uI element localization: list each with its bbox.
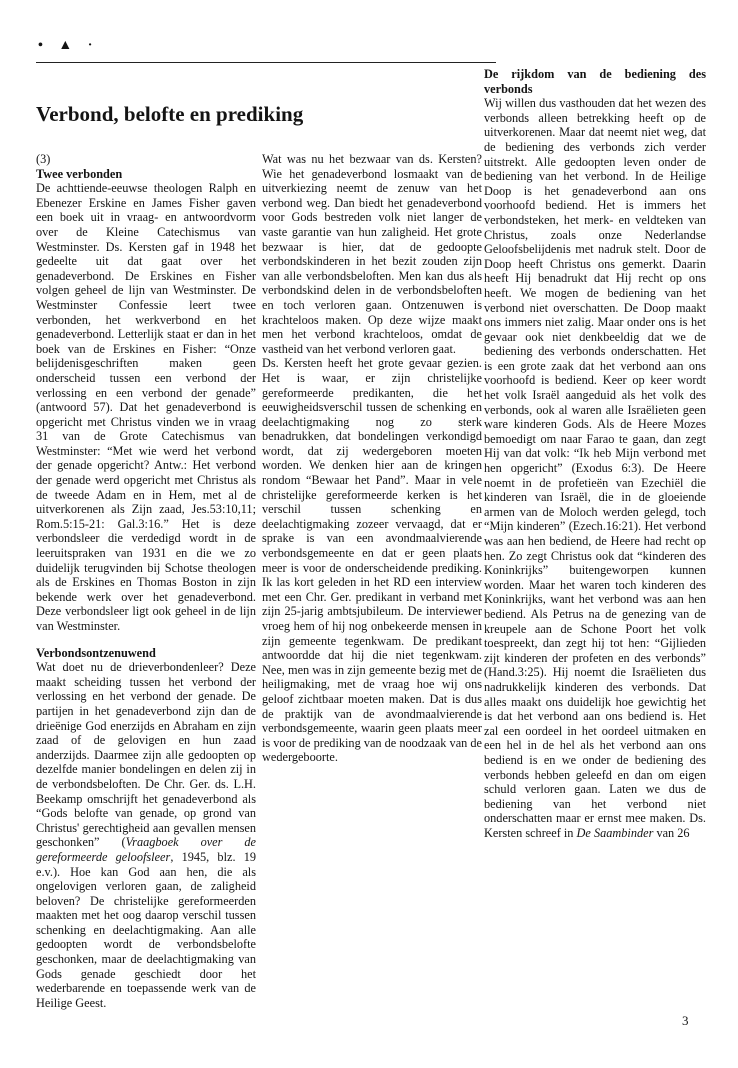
body-text: Wij willen dus vasthouden dat het wezen des verbonds alleen betrekking heeft op de uitverkorenen. Maar dat neemt niet weg, dat de bediening des verbonds zich verder uitstrekt. Alle gedoopten leven onder de bediening van het verbond. In de Heilige Doop is het genadeverbond aan ons voorhoofd bediend. Het is immers het verbondsteken, het merk- en veldteken van Christus, zoals onze Nederlandse Geloofsbelijdenis met nadruk stelt. Door de Doop heeft Christus ons gemerkt. Daarin heeft Hij benadrukt dat Hij recht op ons heeft. We mogen de bediening van het verbond niet overschatten. De Doop maakt ons immers niet zalig. Maar onder ons is het gevaar ook niet denkbeeldig dat we de bediening des verbonds onderschatten. Het is een grote zaak dat het verbond aan ons voorhoofd is bediend. Keer op keer wordt het volk Israël aangeduid als het volk des verbonds, ook al waren alle Israëlieten geen ware kinderen Gods. Als de Heere Mozes bemoedigt om naar Farao te gaan, dan zegt Hij van dat volk: “Ik heb Mijn verbond met hen opgericht” (Exodus 6:3). De Heere noemt in de profetieën van Ezechiël die kinderen van Israël, die in de gloeiende armen van de Moloch werden gelegd, toch “Mijn kinderen” (Ezech.16:21). Het verbond was aan hen bediend, de Heere had recht op hen. Zo zegt Christus ook dat “kinderen des Koninkrijks” buitengeworpen kunnen worden. Maar het waren toch kinderen des Koninkrijks, want het verbond was aan hen bediend. Als Petrus na de genezing van de kreupele aan de Schone Poort het volk toespreekt, dan zegt hij tot hen: “Gijlieden zijt kinderen der profeten en des verbonds” (Hand.3:25). Hij noemt die Israëlieten dus nadrukkelijk kinderen des verbonds. Dat alles maakt ons duidelijk hoe gewichtig het is dat het verbond aan ons bediend is. Het zal een oordeel in het oordeel uitmaken en een hel in de hel als het verbond aan ons bediend is en we onder de bediening des verbonds hebben geleefd en dan om eigen schuld verloren gaan. Laten we dus de bediening van het verbond niet onderschatten maar er ernst mee maken. Ds. Kersten schreef in: [484, 96, 706, 840]
column-3: [484, 67, 706, 840]
section-body-rijkdom: [484, 96, 706, 840]
section-heading-rijkdom: De rijkdom van de bediening des verbonds: [484, 67, 706, 96]
section-body-verbondsontzenuwend: [36, 660, 256, 1010]
body-text: van 26: [653, 825, 690, 840]
section-body-twee-verbonden: De achttiende-eeuwse theologen Ralph en Ebenezer Erskine en James Fisher gaven een boek uit in vraag- en antwoordvorm over de Kleine Catechismus van Westminster. Ds. Kersten gaf in 1948 het gedeelte uit dat gaat over het genadeverbond. De Erskines en Fisher volgen geheel de lijn van Westminster. De Westminster Confessie leert twee verbonden, het werkverbond en het genadeverbond. Letterlijk staat er dan in het boek van de Erskines en Fisher: “Onze belijdenisgeschriften maken geen onderscheid tussen een verbond der verlossing en een verbond der genade” (antwoord 57). Dat het genadeverbond is opgericht met Christus vinden we in vraag 31 van de Grote Catechismus van Westminster: “Met wie werd het verbond der genade opgericht? Antw.: Het verbond der genade werd opgericht met Christus als de tweede Adam en in Hem, met al de uitverkorenen als Zijn zaad, Jes.53:10,11; Rom.5:15-21: Gal.3:16.” Het is deze verbondsleer die verdedigd wordt in de leeruitspraken van 1931 en die we zo duidelijk terugvinden bij Schotse theologen als de Erskines en Thomas Boston in zijn bekende werk over het genadeverbond. Deze verbondsleer ligt ook geheel in de lijn van Westminster.: [36, 181, 256, 633]
section-heading-verbondsontzenuwend: Verbondsontzenuwend: [36, 645, 156, 660]
article-title: Verbond, belofte en prediking: [36, 102, 304, 126]
body-text: Wat doet nu de drieverbondenleer? Deze maakt scheiding tussen het verbond der verlossing en het verbond der genade. De partijen in het genadeverbond zijn dan de drieënige God enerzijds en Abraham en zijn zaad of de gelovigen en hun zaad anderzijds. Daarmee zijn alle gedoopten op dezelfde manier bondelingen en delen zij in de verbondsbeloften. De Chr. Ger. ds. L.H. Beekamp omschrijft het genadeverbond als “Gods belofte van genade, op grond van Christus' gerechtigheid aan gevallen mensen geschonken” (: [36, 660, 256, 850]
paragraph: Wat was nu het bezwaar van ds. Kersten? Wie het genadeverbond losmaakt van de uitverkiezing neemt de zenuw van het verbond weg. Dan biedt het genadeverbond voor Gods bestreden volk niet langer de vaste garantie van hun zaligheid. Het grote bezwaar is hier, dat de gedoopte verbondskinderen in het bezit zouden zijn van alle verbondsbeloften. Men kan dus als verbondskind delen in de verbondsbeloften en toch verloren gaan. Ontzenuwen is krachteloos maken. Op deze wijze maakt men het verbond krachteloos, omdat de vastheid van het verbond verloren gaat.: [262, 152, 482, 356]
page-number: 3: [682, 1013, 689, 1028]
column-2: [262, 152, 482, 765]
source-title: Vraagboek over de gereformeerde geloofsleer: [36, 835, 256, 864]
header-rule: [36, 62, 496, 63]
section-heading-twee-verbonden: Twee verbonden: [36, 166, 123, 181]
column-1: [36, 152, 256, 1010]
source-title: De Saambinder: [576, 825, 654, 840]
paragraph: Ds. Kersten heeft het grote gevaar gezien. Het is waar, er zijn christelijke gereformeerde predikanten, die het eeuwigheidsverschil tussen de schenking en deelachtigmaking nog zo sterk benadrukken, dat bondelingen verkondigd wordt, dat zij wedergeboren moeten worden. We denken hier aan de kringen rondom “Bewaar het Pand”. Maar in vele christelijke gereformeerde kerken is het verschil tussen schenking en deelachtigmaking zozeer vervaagd, dat er sprake is van een avondmaalvierende verbondsgemeente en dat er geen plaats meer is voor de onderscheidende prediking. Ik las kort geleden in het RD een interview met een Chr. Ger. predikant in verband met zijn 25-jarig ambtsjubileum. De interviewer vroeg hem of hij nog onbekeerde mensen in zijn gemeente tegenkwam. De predikant antwoordde dat hij die niet tegenkwam. Nee, men was in zijn gemeente bezig met de heiligmaking, met de vraag hoe wij ons geloof zichtbaar moeten maken. Dat is dus de praktijk van de avondmaalvierende verbondsgemeente, waarin geen plaats meer is voor de prediking van de noodzaak van de wedergeboorte.: [262, 356, 482, 765]
part-number: (3): [36, 152, 51, 166]
printer-marks: • ▲ ·: [38, 38, 99, 53]
body-text: , 1945, blz. 19 e.v.). Hoe kan God aan hen, die als ongelovigen verloren gaan, de zaligheid beloven? De christelijke gereformeerden maakten met het oog daarop verschil tussen schenking en deelachtigmaking. Aan alle gedoopten wordt de verbondsbelofte geschonken, maar de deelachtigmaking van Gods genade geschiedt door het wederbarende en toepassende werk van de Heilige Geest.: [36, 849, 256, 1010]
